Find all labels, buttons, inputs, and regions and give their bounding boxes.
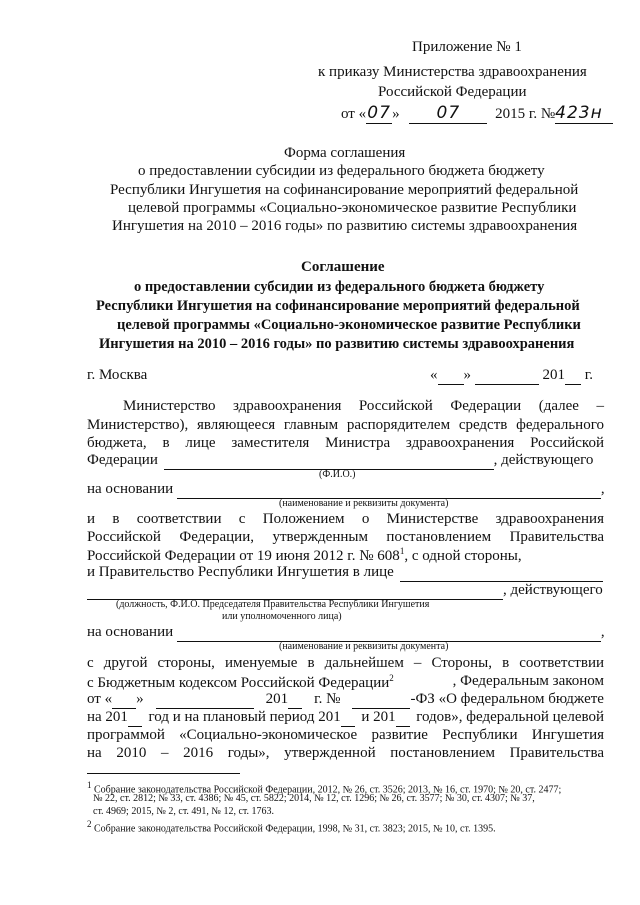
government-label: и Правительство Республики Ингушетия в лице bbox=[87, 564, 394, 580]
footnote-ref-2: 2 bbox=[389, 673, 394, 683]
caption-doc-2: (наименование и реквизиты документа) bbox=[279, 641, 449, 652]
federation-label: Федерации bbox=[87, 452, 158, 468]
date-day: 07 bbox=[367, 103, 391, 123]
form-title-line: о предоставлении субсидии из федерального бюджета бюджету bbox=[138, 163, 545, 179]
basis-comma-2: , bbox=[600, 624, 605, 640]
law-g-no: г. № bbox=[314, 691, 341, 707]
agreement-date bbox=[430, 367, 593, 385]
date-prefix: от « bbox=[341, 106, 367, 122]
para1-line9 bbox=[87, 564, 603, 582]
para1-line2: Министерство), являющееся главным распорядителем средств федерального bbox=[87, 417, 604, 433]
para1-line3: бюджета, в лице заместителя Министра здравоохранения Российской bbox=[87, 435, 604, 451]
para1-line10 bbox=[87, 582, 603, 600]
para1-basis2 bbox=[87, 624, 605, 642]
appendix-date bbox=[341, 103, 613, 124]
decree-ref: Российской Федерации от 19 июня 2012 г. № 608 bbox=[87, 548, 400, 564]
appendix-title: Приложение № 1 bbox=[412, 39, 522, 55]
form-title-line: Форма соглашения bbox=[284, 145, 406, 161]
para1-line4 bbox=[87, 452, 593, 470]
para1-line8 bbox=[87, 546, 522, 565]
target-program: годов», федеральной целевой bbox=[416, 709, 604, 725]
acting-label: , действующего bbox=[493, 452, 594, 468]
footnote-2-number: 2 bbox=[87, 819, 92, 829]
agreement-title-line: Ингушетия на 2010 – 2016 годы» по развитию системы здравоохранения bbox=[99, 336, 575, 352]
law-title: -ФЗ «О федеральном бюджете bbox=[410, 691, 604, 707]
footnote-divider bbox=[87, 773, 240, 774]
para2-line5: программой «Социально-экономическое развитие Республики Ингушетия bbox=[87, 727, 604, 743]
para2-line6: на 2010 – 2016 годы», утвержденной постановлением Правительства bbox=[87, 745, 604, 761]
para2-line2 bbox=[87, 673, 604, 692]
para1-line7: Российской Федерации, утвержденным постановлением Правительства bbox=[87, 529, 604, 545]
caption-position-1: (должность, Ф.И.О. Председателя Правительства Республики Ингушетия bbox=[116, 599, 430, 610]
form-title-line: Республики Ингушетия на софинансирование мероприятий федеральной bbox=[110, 182, 579, 198]
para1-line6: и в соответствии с Положением о Министерстве здравоохранения bbox=[87, 511, 604, 527]
footnote-1-line2: № 22, ст. 2812; № 33, ст. 4386; № 45, ст. 5822; 2014, № 12, ст. 1296; № 26, ст. 3577; № 30, ст. 4307; № 37, bbox=[93, 793, 535, 804]
caption-position-2: или уполномоченного лица) bbox=[222, 611, 342, 622]
para1-line1: Министерство здравоохранения Российской Федерации (далее – bbox=[123, 398, 604, 414]
agreement-title-line: целевой программы «Социально-экономическое развитие Республики bbox=[117, 317, 581, 333]
footnote-2-line1: Собрание законодательства Российской Федерации, 1998, № 31, ст. 3823; 2015, № 10, ст. 1395. bbox=[94, 823, 496, 835]
planning-period-2: и 201 bbox=[361, 709, 396, 725]
agreement-title-line: Республики Ингушетия на софинансирование мероприятий федеральной bbox=[96, 298, 580, 314]
one-side: , с одной стороны, bbox=[404, 548, 522, 564]
date-open: « bbox=[430, 367, 438, 383]
acting-label-2: , действующего bbox=[503, 582, 603, 598]
law-year: 201 bbox=[265, 691, 289, 707]
para2-line4 bbox=[87, 709, 604, 727]
agreement-title-line: Соглашение bbox=[301, 259, 385, 275]
date-month: 07 bbox=[409, 103, 487, 124]
caption-doc: (наименование и реквизиты документа) bbox=[279, 498, 449, 509]
appendix-line2: Российской Федерации bbox=[378, 84, 527, 100]
basis-label-2: на основании bbox=[87, 624, 174, 640]
date-g: г. bbox=[584, 367, 593, 383]
order-number: 423н bbox=[555, 103, 613, 124]
footnote-2 bbox=[87, 819, 496, 834]
place: г. Москва bbox=[87, 367, 148, 383]
federal-law: , Федеральным законом bbox=[452, 673, 604, 689]
basis-comma: , bbox=[600, 481, 605, 497]
footnote-1-number: 1 bbox=[87, 780, 92, 790]
agreement-title-line: о предоставлении субсидии из федерального бюджета бюджету bbox=[134, 279, 545, 295]
para2-line3 bbox=[87, 691, 604, 709]
budget-year: на 201 bbox=[87, 709, 128, 725]
budget-code: с Бюджетным кодексом Российской Федерации bbox=[87, 675, 390, 691]
basis-label: на основании bbox=[87, 481, 174, 497]
footnote-1-line1: Собрание законодательства Российской Федерации, 2012, № 26, ст. 3526; 2013, № 16, ст. 1970; № 20, ст. 2477; bbox=[94, 784, 562, 796]
caption-fio: (Ф.И.О.) bbox=[319, 469, 356, 480]
date-sep: » bbox=[392, 106, 400, 122]
para1-basis bbox=[87, 481, 605, 499]
appendix-line1: к приказу Министерства здравоохранения bbox=[318, 64, 587, 80]
date-year-field: 201 bbox=[542, 367, 565, 383]
form-title-line: Ингушетия на 2010 – 2016 годы» по развитию системы здравоохранения bbox=[112, 218, 578, 234]
planning-period: год и на плановый период 201 bbox=[148, 709, 341, 725]
date-close: » bbox=[463, 367, 471, 383]
law-date-open: от « bbox=[87, 691, 113, 707]
para2-line1: с другой стороны, именуемые в дальнейшем – Стороны, в соответствии bbox=[87, 655, 604, 671]
law-date-close: » bbox=[136, 691, 144, 707]
form-title-line: целевой программы «Социально-экономическое развитие Республики bbox=[128, 200, 577, 216]
date-year: 2015 г. № bbox=[495, 106, 556, 122]
footnote-1-line3: ст. 4969; 2015, № 2, ст. 491, № 12, ст. 1763. bbox=[93, 806, 275, 817]
footnote-ref-1: 1 bbox=[399, 546, 405, 556]
